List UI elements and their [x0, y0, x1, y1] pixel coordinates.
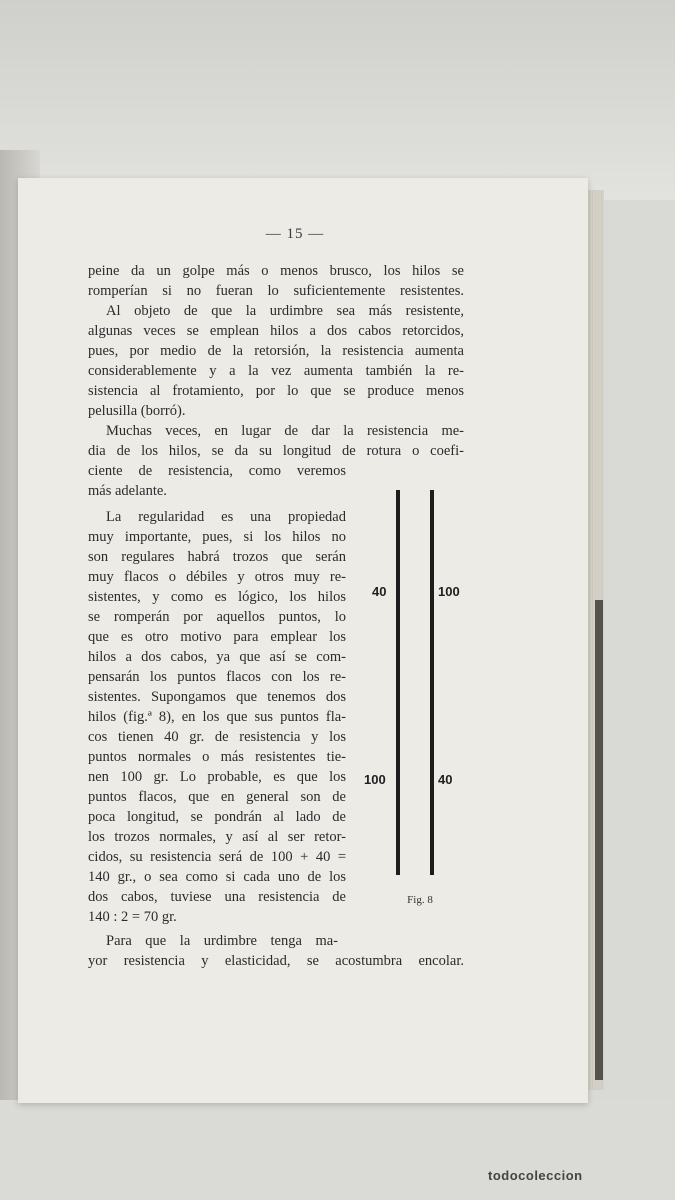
figure-8 [360, 480, 480, 910]
text-line: pelusilla (borró). [88, 403, 186, 419]
right-top-label: 100 [438, 584, 460, 599]
text-line: cos tienen 40 gr. de resistencia y los [88, 729, 346, 745]
figure-caption: Fig. 8 [407, 894, 433, 906]
text-line: 140 gr., o sea como si cada uno de los [88, 869, 346, 885]
text-line: se romperán por aquellos puntos, lo [88, 609, 346, 625]
text-line: considerablemente y a la vez aumenta también la re- [88, 363, 464, 379]
text-line: puntos normales o más resistentes tie- [88, 749, 346, 765]
text-line: cidos, su resistencia será de 100 + 40 = [88, 849, 346, 865]
watermark: todocoleccion [488, 1168, 583, 1183]
thread-right-line [430, 490, 434, 875]
text-line: dia de los hilos, se da su longitud de rotura o coefi- [88, 443, 464, 459]
text-line: dos cabos, tuviese una resistencia de [88, 889, 346, 905]
text-line: poca longitud, se pondrán al lado de [88, 809, 346, 825]
text-line: peine da un golpe más o menos brusco, los hilos se [88, 263, 464, 279]
text-line: que es otro motivo para emplear los [88, 629, 346, 645]
text-line: hilos (fig.ª 8), en los que sus puntos fla- [88, 709, 346, 725]
background-surface [0, 0, 675, 200]
text-line: yor resistencia y elasticidad, se acostumbra encolar. [88, 953, 464, 969]
text-line: Para que la urdimbre tenga ma- [106, 933, 338, 949]
left-top-label: 40 [372, 584, 387, 599]
text-line: romperían si no fueran lo suficientemente resistentes. [88, 283, 464, 299]
text-line: más adelante. [88, 483, 167, 499]
thread-left-line [396, 490, 400, 875]
text-line: algunas veces se emplean hilos a dos cabos retorcidos, [88, 323, 464, 339]
text-line: Muchas veces, en lugar de dar la resistencia me- [106, 423, 464, 439]
text-line: Al objeto de que la urdimbre sea más resistente, [106, 303, 464, 319]
text-line: hilos a dos cabos, ya que así se com- [88, 649, 346, 665]
table-surface [0, 1100, 675, 1200]
text-line: son regulares habrá trozos que serán [88, 549, 346, 565]
left-bottom-label: 100 [364, 772, 386, 787]
text-line: sistentes. Supongamos que tenemos dos [88, 689, 346, 705]
text-line: pues, por medio de la retorsión, la resistencia aumenta [88, 343, 464, 359]
book-cover-edge [595, 600, 603, 1080]
text-line: nen 100 gr. Lo probable, es que los [88, 769, 346, 785]
text-line: sistentes, y como es lógico, los hilos [88, 589, 346, 605]
page-number: — 15 — [265, 226, 325, 242]
text-line: 140 : 2 = 70 gr. [88, 909, 177, 925]
text-line: los trozos normales, y así al ser retor- [88, 829, 346, 845]
text-line: pensarán los puntos flacos con los re- [88, 669, 346, 685]
text-line: ciente de resistencia, como veremos [88, 463, 346, 479]
text-line: La regularidad es una propiedad [106, 509, 346, 525]
text-line: muy flacos o débiles y otros muy re- [88, 569, 346, 585]
text-line: muy importante, pues, si los hilos no [88, 529, 346, 545]
right-bottom-label: 40 [438, 772, 453, 787]
text-line: puntos flacos, que en general son de [88, 789, 346, 805]
text-line: sistencia al frotamiento, por lo que se produce menos [88, 383, 464, 399]
